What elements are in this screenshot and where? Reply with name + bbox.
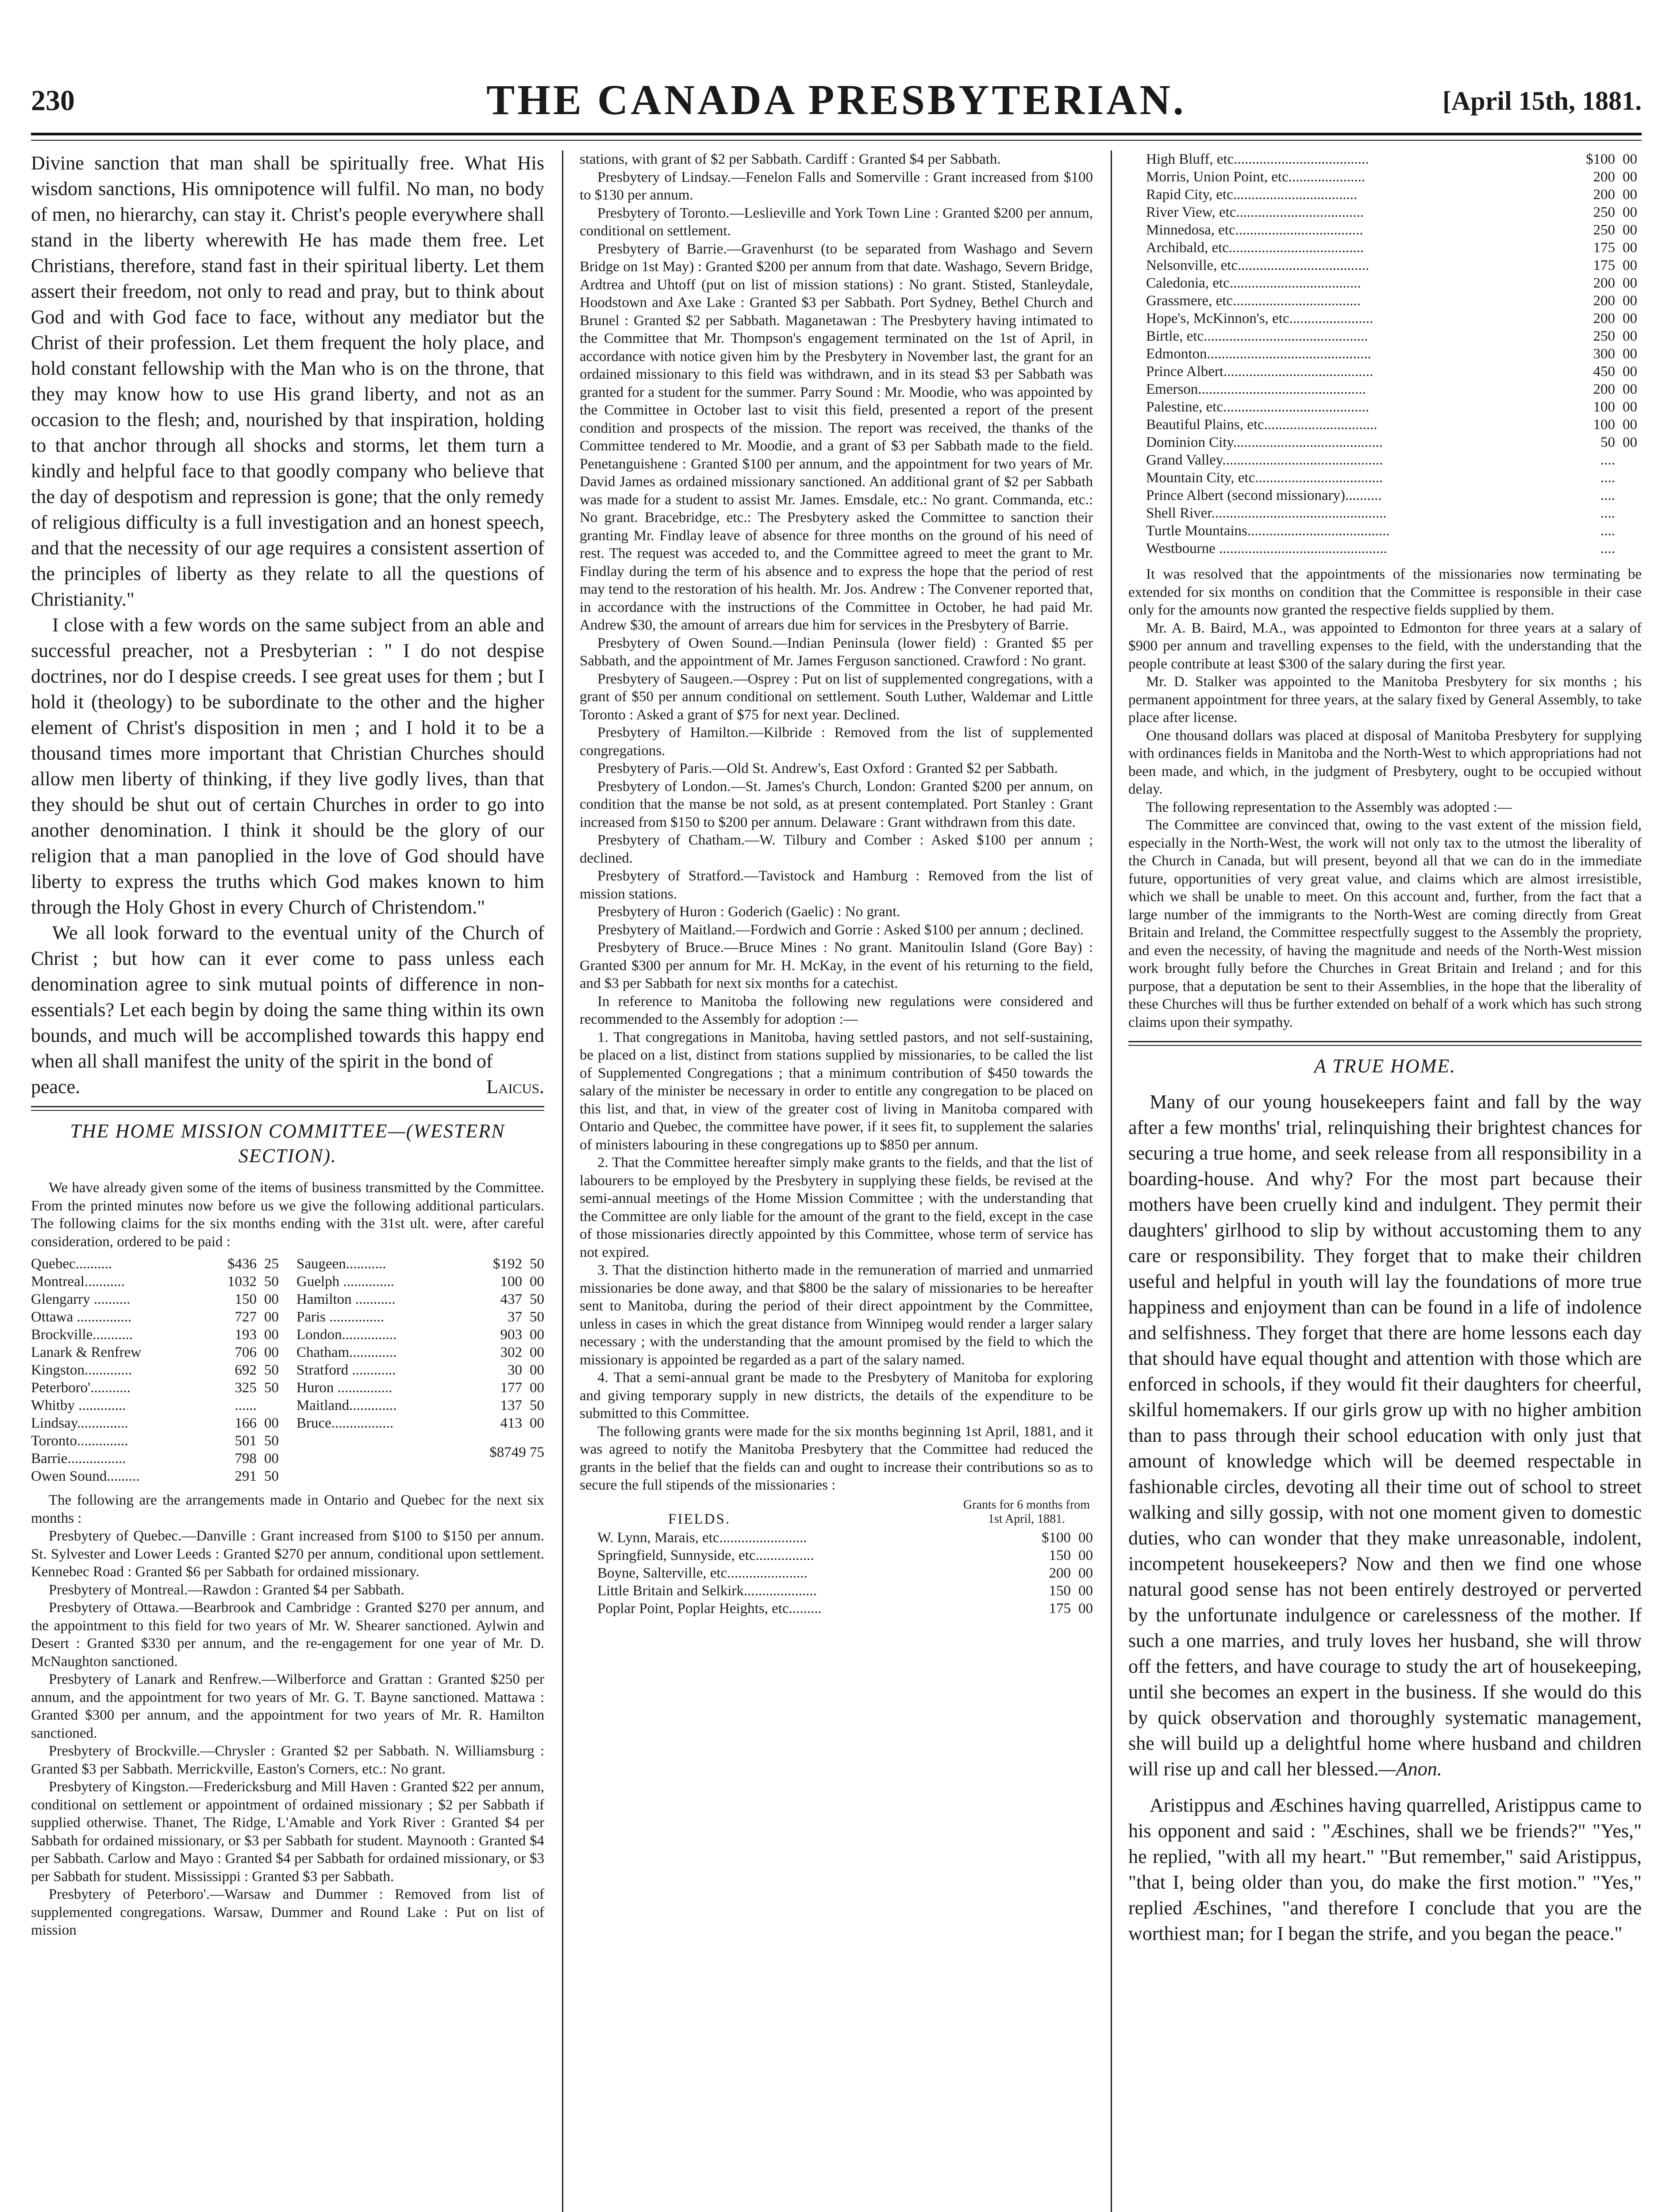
row-name: London............... bbox=[296, 1327, 397, 1343]
row-name: Saugeen........... bbox=[296, 1256, 386, 1272]
grant-row bbox=[1128, 380, 1642, 398]
column-2 bbox=[580, 150, 1093, 2212]
row-cents: 00 bbox=[1623, 293, 1637, 309]
claims-list-left bbox=[31, 1255, 279, 1485]
row-name: Ottawa ............... bbox=[31, 1309, 132, 1325]
row-amount: $192 bbox=[493, 1256, 522, 1272]
grant-row bbox=[1128, 239, 1642, 257]
row-amount: 450 bbox=[1593, 364, 1615, 380]
row-cents: 00 bbox=[1078, 1565, 1093, 1581]
row-amount: 692 bbox=[235, 1362, 257, 1378]
grant-row bbox=[31, 1397, 279, 1414]
row-cents: 50 bbox=[530, 1291, 544, 1307]
row-amount: 100 bbox=[1593, 399, 1615, 415]
grant-row bbox=[1128, 168, 1642, 186]
grant-row bbox=[296, 1414, 544, 1432]
row-cents: 00 bbox=[264, 1344, 279, 1360]
paragraph: Presbytery of Toronto.—Leslieville and York Town Line : Granted $200 per annum, conditional on settlement. bbox=[580, 205, 1093, 239]
row-cents: 00 bbox=[1078, 1529, 1093, 1546]
row-cents: 00 bbox=[530, 1415, 544, 1431]
column-3 bbox=[1128, 150, 1642, 2212]
row-cents bbox=[1615, 469, 1637, 487]
masthead-rule bbox=[31, 133, 1642, 135]
grants-list bbox=[580, 1529, 1093, 1617]
grant-row bbox=[1128, 292, 1642, 310]
row-name: Kingston............. bbox=[31, 1362, 132, 1378]
row-cents: 25 bbox=[264, 1256, 279, 1272]
grant-row bbox=[31, 1273, 279, 1290]
row-name: Maitland............. bbox=[296, 1398, 397, 1413]
grant-row bbox=[296, 1379, 544, 1397]
grant-row bbox=[1128, 345, 1642, 363]
row-name: Hope's, McKinnon's, etc....................... bbox=[1146, 311, 1373, 326]
grant-row bbox=[296, 1255, 544, 1273]
grant-row bbox=[1128, 274, 1642, 292]
row-amount: 727 bbox=[235, 1309, 257, 1325]
paragraph: Presbytery of Hamilton.—Kilbride : Removed from the list of supplemented congregations. bbox=[580, 725, 1093, 759]
row-amount: 250 bbox=[1593, 204, 1615, 220]
grant-row bbox=[31, 1467, 279, 1485]
paragraph: Presbytery of Barrie.—Gravenhurst (to be separated from Washago and Severn Bridge on 1st May) : Granted $200 per annum from that date. Washago, Severn Bridge, Ardtrea and Uhtoff (put on list of mission stations) : No grant. Stisted, Stanleydale, Hoodstown and Axe Lake : Granted $3 per Sabbath. Port Sydney, Bethel Church and Brunel : Granted $2 per Sabbath. Maganetawan : The Presbytery having intimated to the Committee that Mr. Thompson's engagement terminated on the 1st of April, in accordance with notice given him by the Presbytery in November last, the grant for an ordained missionary to this field was withdrawn, and in its stead $3 per Sabbath was granted for a student for the summer. Parry Sound : Mr. Moodie, who was appointed by the Committee in October last to visit this field, presented a report of the present condition and prospects of the mission. The report was received, the thanks of the Committee tendered to Mr. Moodie, and a grant of $3 per Sabbath made to the field. Penetanguishene : Granted $100 per annum, and the appointment for two years of Mr. David James as ordained missionary sanctioned. An additional grant of $2 per Sabbath was made for a student to assist Mr. James. Emsdale, etc.: No grant. Commanda, etc.: No grant. Bracebridge, etc.: The Presbytery asked the Committee to sanction their granting Mr. Findlay leave of absence for three months on the ground of his need of rest. The request was acceded to, and the Committee agreed to meet the grant to Mr. Findlay during the term of his absence and to express the hope that the period of rest may tend to the restoration of his health. Mr. Jos. Andrew : The Convener reported that, in accordance with the instructions of the Committee in October, he had paid Mr. Andrew $30, the amount of arrears due him for services in the Presbytery of Barrie. bbox=[580, 241, 1093, 633]
row-name: Huron ............... bbox=[296, 1380, 392, 1396]
grant-row bbox=[296, 1344, 544, 1361]
paragraph: Presbytery of Bruce.—Bruce Mines : No grant. Manitoulin Island (Gore Bay) : Granted $300 per annum for Mr. H. McKay, in the event of his returning to the field, and $3 per Sabbath for next six months for a catechist. bbox=[580, 940, 1093, 991]
grant-row bbox=[31, 1379, 279, 1397]
article-paragraph: Divine sanction that man shall be spiritually free. What His wisdom sanctions, His omnipotence will fulfil. No man, no body of men, no hierarchy, can stay it. Christ's people everywhere shall stand in the liberty wherewith He has made them free. Let Christians, therefore, stand fast in their spiritual liberty. Let them assert their freedom, not only to read and pray, but to think about God and with God face to face, without any mediator but the Christ of their profession. Let them frequent the holy place, and hold constant fellowship with the Man who is on the throne, that they may know how to use His grand liberty, and not as an occasion to the flesh; and, nourished by that inspiration, holding to that anchor through all shocks and storms, let them turn a kindly and helpful face to that goodly company who believe that the day of despotism and repression is gone; that the only remedy of religious difficulty is a full investigation and an honest speech, and that the necessity of our age requires a consistent assertion of the principles of liberty as they relate to all the questions of Christianity." bbox=[31, 152, 544, 610]
paragraph: Presbytery of Montreal.—Rawdon : Granted $4 per Sabbath. bbox=[49, 1582, 404, 1598]
claims-table bbox=[31, 1255, 544, 1485]
fields-label: FIELDS. bbox=[668, 1511, 731, 1527]
grant-row bbox=[296, 1290, 544, 1308]
row-cents: 00 bbox=[1623, 417, 1637, 433]
row-amount: 37 bbox=[508, 1309, 522, 1325]
row-cents: 50 bbox=[530, 1256, 544, 1272]
row-cents: 50 bbox=[264, 1362, 279, 1378]
row-cents bbox=[1615, 504, 1637, 522]
row-name: Lindsay.............. bbox=[31, 1415, 128, 1431]
row-cents: 00 bbox=[530, 1380, 544, 1396]
row-name: Poplar Point, Poplar Heights, etc......... bbox=[597, 1600, 822, 1617]
row-amount: ...... bbox=[235, 1398, 257, 1413]
row-amount: 291 bbox=[235, 1468, 257, 1484]
row-amount: 501 bbox=[235, 1433, 257, 1449]
paragraph: Presbytery of Saugeen.—Osprey : Put on list of supplemented congregations, with a grant of $50 per annum conditional on settlement. South Luther, Waldemar and Little Toronto : Asked a grant of $75 for next year. Declined. bbox=[580, 671, 1093, 723]
row-amount: 200 bbox=[1049, 1565, 1071, 1581]
paragraph: The following grants were made for the six months beginning 1st April, 1881, and it was agreed to notify the Manitoba Presbytery that the Committee had reduced the grants in the belief that the fields can and ought to increase their contributions so as to secure the full stipends of the missionaries : bbox=[580, 1423, 1093, 1493]
paragraph: Presbytery of Ottawa.—Bearbrook and Cambridge : Granted $270 per annum, and the appointment to this field for two years of Mr. W. Shearer sanctioned. Aylwin and Desert : Granted $330 per annum, and the re-engagement for one year of Mr. D. McNaughton sanctioned. bbox=[31, 1600, 544, 1670]
row-cents: 00 bbox=[1623, 275, 1637, 291]
row-name: Springfield, Sunnyside, etc................ bbox=[597, 1547, 814, 1563]
paragraph: Presbytery of Maitland.—Fordwich and Gorrie : Asked $100 per annum ; declined. bbox=[597, 922, 1084, 938]
row-cents: 00 bbox=[1623, 240, 1637, 256]
row-name: Birtle, etc............................................. bbox=[1146, 328, 1368, 344]
column-divider bbox=[562, 150, 563, 2212]
row-amount: .... bbox=[1600, 523, 1615, 539]
row-amount: 300 bbox=[1593, 346, 1615, 362]
section-title: THE HOME MISSION COMMITTEE—(WESTERN SECTION). bbox=[70, 1120, 505, 1167]
grant-row bbox=[1128, 487, 1642, 504]
presbytery-list bbox=[31, 1527, 544, 1939]
row-amount: 175 bbox=[1049, 1600, 1071, 1617]
row-name: Grand Valley............................................ bbox=[1146, 452, 1383, 468]
row-amount: $100 bbox=[1586, 151, 1615, 167]
grant-row bbox=[31, 1308, 279, 1326]
row-name: Palestine, etc........................................ bbox=[1146, 399, 1370, 415]
row-name: Hamilton ........... bbox=[296, 1291, 396, 1307]
grant-row bbox=[1128, 451, 1642, 469]
row-name: W. Lynn, Marais, etc........................ bbox=[597, 1529, 807, 1546]
page-number: 230 bbox=[31, 84, 75, 117]
row-cents: 00 bbox=[1623, 257, 1637, 273]
true-home-signature: —Anon. bbox=[1378, 1758, 1442, 1780]
grant-row bbox=[31, 1255, 279, 1273]
grants-period-label: Grants for 6 months from 1st April, 1881. bbox=[963, 1498, 1090, 1526]
row-cents: 00 bbox=[1623, 187, 1637, 203]
true-home-body: Many of our young housekeepers faint and fall by the way after a few months' trial, relinquishing their brightest chances for securing a true home, and seek release from all responsibility in a boarding-house. And why? For the most part because their mothers have been cruelly kind and indulgent. They permit their daughters' girlhood to slip by without accustoming them to any care or responsibility. They forget that to make their children useful and helpful in youth will lay the foundations of more true happiness and enjoyment than can be found in a life of indolence and selfishness. They forget that there are home lessons each day that should have equal thought and attention with those which are enforced in schools, if they would fit their daughters for cheerful, skilful homemakers. If our girls grow up with no higher ambition than to pass through their school education with only just that amount of knowledge which will be deemed respectable in fashionable circles, devoting all their time out of school to street walking and silly gossip, with not one moment given to domestic duties, who can wonder that they make unreasonable, indolent, incompetent housekeepers? Now and then we find one whose natural good sense has not been entirely destroyed or perverted by the unfortunate indulgence or carelessness of the mother. If such a one marries, and truly loves her husband, she will throw off the fetters, and have courage to study the art of housekeeping, until she becomes an expert in the business. If she would do this by quick observation and thoroughly systematic management, she will build up a delightful home where husband and children will rise up and call her blessed. bbox=[1128, 1091, 1642, 1780]
grants-header bbox=[580, 1498, 1093, 1526]
grant-row bbox=[580, 1564, 1093, 1582]
row-amount: 200 bbox=[1593, 187, 1615, 203]
grant-row bbox=[296, 1308, 544, 1326]
row-cents bbox=[1615, 522, 1637, 540]
row-amount: .... bbox=[1600, 470, 1615, 486]
paragraph: Presbytery of Chatham.—W. Tilbury and Comber : Asked $100 per annum ; declined. bbox=[580, 832, 1093, 866]
paragraph: Presbytery of Paris.—Old St. Andrew's, East Oxford : Granted $2 per Sabbath. bbox=[597, 760, 1058, 776]
row-name: Shell River................................................ bbox=[1146, 505, 1387, 521]
row-cents: 50 bbox=[530, 1309, 544, 1325]
last-word: peace. bbox=[31, 1076, 81, 1098]
row-amount: .... bbox=[1600, 505, 1615, 521]
row-amount: 903 bbox=[500, 1327, 522, 1343]
row-amount: 250 bbox=[1593, 328, 1615, 344]
section-rule-thin bbox=[31, 1110, 544, 1111]
paragraph: In reference to Manitoba the following new regulations were considered and recommended to the Assembly for adoption :— bbox=[580, 993, 1093, 1027]
row-name: Paris ............... bbox=[296, 1309, 384, 1325]
section-rule-thin bbox=[1128, 1045, 1642, 1046]
row-name: Whitby ............. bbox=[31, 1398, 126, 1413]
row-name: Quebec.......... bbox=[31, 1256, 112, 1272]
paragraph: Mr. A. B. Baird, M.A., was appointed to Edmonton for three years at a salary of $900 per annum and travelling expenses to the field, with the understanding that the people contribute at least $300 of the salary during the first year. bbox=[1128, 620, 1642, 672]
grant-row bbox=[1128, 504, 1642, 522]
row-name: Prince Albert......................................... bbox=[1146, 364, 1373, 380]
row-amount: .... bbox=[1600, 488, 1615, 503]
row-name: Glengarry .......... bbox=[31, 1291, 131, 1307]
row-amount: 175 bbox=[1593, 257, 1615, 273]
author-signature: Laicus. bbox=[486, 1076, 544, 1098]
row-cents: 50 bbox=[264, 1433, 279, 1449]
row-amount: 325 bbox=[235, 1380, 257, 1396]
row-name: Peterboro'........... bbox=[31, 1380, 131, 1396]
row-name: Nelsonville, etc.................................... bbox=[1146, 257, 1370, 273]
row-amount: 193 bbox=[235, 1327, 257, 1343]
paragraph: The following representation to the Assembly was adopted :— bbox=[1146, 799, 1512, 815]
row-amount: 200 bbox=[1593, 169, 1615, 185]
paragraph: Presbytery of Lindsay.—Fenelon Falls and Somerville : Grant increased from $100 to $130 per annum. bbox=[580, 169, 1093, 203]
row-cents: 00 bbox=[1623, 364, 1637, 380]
row-name: Toronto.............. bbox=[31, 1433, 128, 1449]
column-3-paragraphs bbox=[1128, 565, 1642, 1031]
paragraph: 2. That the Committee hereafter simply make grants to the fields, and that the list of labourers to be employed by the Presbytery in supplying these fields, be revised at the semi-annual meetings of the Home Mission Committee ; with the understanding that the Committee are only liable for the amount of the grant to the field, except in the case of those missionaries directly appointed by this Committee, whose term of service has not expired. bbox=[580, 1155, 1093, 1260]
row-cents: 50 bbox=[264, 1468, 279, 1484]
paragraph: Presbytery of Peterboro'.—Warsaw and Dummer : Removed from list of supplemented congregations. Warsaw, Dummer and Round Lake : Put on list of mission bbox=[31, 1886, 544, 1938]
section-intro: We have already given some of the items of business transmitted by the Committee. From the printed minutes now before us we give the following additional particulars. The following claims for the six months ending with the 31st ult. were, after careful consideration, ordered to be paid : bbox=[31, 1180, 544, 1250]
aristippus-anecdote: Aristippus and Æschines having quarrelled, Aristippus came to his opponent and said : "Æschines, shall we be friends?" "Yes," he replied, "with all my heart." "But remember," said Aristippus, "that I, being older than you, do make the first motion." "Yes," replied Æschines, "and therefore I conclude that you are the worthiest man; for I began the strife, and you began the peace." bbox=[1128, 1794, 1642, 1944]
row-amount: 30 bbox=[508, 1362, 522, 1378]
grant-row bbox=[31, 1450, 279, 1467]
row-cents bbox=[257, 1397, 279, 1414]
row-cents: 00 bbox=[1623, 346, 1637, 362]
grant-row bbox=[1128, 363, 1642, 380]
true-home-title: A TRUE HOME. bbox=[1314, 1055, 1456, 1077]
paragraph: Presbytery of Stratford.—Tavistock and Hamburg : Removed from the list of mission stations. bbox=[580, 868, 1093, 902]
claims-list-right bbox=[296, 1255, 544, 1485]
grant-row bbox=[1128, 310, 1642, 327]
article-paragraph: I close with a few words on the same subject from an able and successful preacher, not a Presbyterian : " I do not despise doctrines, nor do I despise creeds. I see great uses for them ; but I hold it (theology) to be subordinate to the other and the higher element of Christ's disposition in men ; and I hold it to be a thousand times more important that Christian Churches should allow men liberty of thinking, if they live godly lives, than that they should be shut out of certain Churches in order to go into another denomination. I think it should be the glory of our religion that a man panoplied in the love of God should have liberty to express the truths which God makes known to him through the Holy Ghost in every Church of Christendom." bbox=[31, 614, 544, 918]
grant-row bbox=[1128, 416, 1642, 434]
row-cents: 00 bbox=[530, 1327, 544, 1343]
row-cents: 00 bbox=[1623, 204, 1637, 220]
row-cents: 00 bbox=[530, 1274, 544, 1290]
fields-grant-list bbox=[1128, 150, 1642, 557]
column-2-paragraphs bbox=[580, 150, 1093, 1494]
article-paragraph: We all look forward to the eventual unity of the Church of Christ ; but how can it ever come to pass unless each denomination agree to sink mutual points of difference in non-essentials? Let each begin by doing the same thing within its own bounds, and much will be accomplished towards this happy end when all shall manifest the unity of the spirit in the bond of bbox=[31, 922, 544, 1072]
row-cents bbox=[1615, 451, 1637, 469]
grant-row bbox=[31, 1344, 279, 1361]
row-amount: 706 bbox=[235, 1344, 257, 1360]
row-cents: 00 bbox=[1623, 434, 1637, 450]
row-cents: 00 bbox=[264, 1327, 279, 1343]
row-amount: 200 bbox=[1593, 275, 1615, 291]
row-amount: 302 bbox=[500, 1344, 522, 1360]
row-name: River View, etc................................... bbox=[1146, 204, 1364, 220]
row-name: Owen Sound......... bbox=[31, 1468, 140, 1484]
grant-row bbox=[31, 1326, 279, 1344]
newspaper-title: THE CANADA PRESBYTERIAN. bbox=[486, 76, 1186, 123]
row-name: Grassmere, etc................................... bbox=[1146, 293, 1361, 309]
row-amount: 250 bbox=[1593, 222, 1615, 238]
grant-row bbox=[580, 1547, 1093, 1564]
grant-row bbox=[1128, 186, 1642, 204]
paragraph: Presbytery of Brockville.—Chrysler : Granted $2 per Sabbath. N. Williamsburg : Granted $3 per Sabbath. Merrickville, Easton's Corners, etc.: No grant. bbox=[31, 1743, 544, 1777]
row-amount: 150 bbox=[1049, 1582, 1071, 1599]
row-amount: 200 bbox=[1593, 311, 1615, 326]
row-amount: 1032 bbox=[227, 1274, 257, 1290]
row-name: Mountain City, etc................................... bbox=[1146, 470, 1383, 486]
row-name: Bruce................. bbox=[296, 1415, 394, 1431]
row-amount: 200 bbox=[1593, 381, 1615, 397]
row-name: Lanark & Renfrew bbox=[31, 1344, 142, 1360]
row-name: Morris, Union Point, etc..................... bbox=[1146, 169, 1365, 185]
section-rule bbox=[31, 1106, 544, 1107]
claims-total: $8749 75 bbox=[489, 1444, 544, 1460]
row-cents: 00 bbox=[1078, 1582, 1093, 1599]
paragraph: The Committee are convinced that, owing to the vast extent of the mission field, especially in the North-West, the work will not only tax to the utmost the liberality of the Church in Canada, but will present, beyond all that we can do in the immediate future, opportunities of very great value, and claims which are almost irresistible, which we shall be unable to meet. On this account and, further, from the fact that a large number of the immigrants to the North-West are coming directly from Great Britain and Ireland, the Committee respectfully suggest to the Assembly the propriety, and even the necessity, of having the magnitude and needs of the North-West mission work brought fully before the Churches in Great Britain and Ireland ; and for this purpose, that a deputation be sent to their Assemblies, in the hope that the liberality of these Churches will thus be further extended on behalf of a work which has such strong claims upon their sympathy. bbox=[1128, 817, 1642, 1030]
paragraph: Presbytery of Lanark and Renfrew.—Wilberforce and Grattan : Granted $250 per annum, and the appointment for two years of Mr. G. T. Bayne sanctioned. Mattawa : Granted $300 per annum, and the appointment for two years of Mr. R. Hamilton sanctioned. bbox=[31, 1671, 544, 1741]
paragraph: It was resolved that the appointments of the missionaries now terminating be extended for six months on condition that the Committee is responsible in their case only for the amounts now granted the respective fields supplied by them. bbox=[1128, 566, 1642, 618]
grant-row bbox=[31, 1432, 279, 1450]
grant-row bbox=[296, 1361, 544, 1379]
row-amount: 798 bbox=[235, 1451, 257, 1467]
row-name: Prince Albert (second missionary).......... bbox=[1146, 488, 1382, 503]
grant-row bbox=[1128, 469, 1642, 487]
row-cents: 00 bbox=[1623, 151, 1637, 167]
paragraph: 1. That congregations in Manitoba, having settled pastors, and not self-sustaining, be placed on a list, distinct from stations supplied by missionaries, to be called the list of Supplemented Congregations ; that a minimum contribution of $450 towards the salary of the minister be necessary in order to entitle any congregation to be placed on this list, and that, in view of the greater cost of living in Manitoba compared with Ontario and Quebec, the committee have power, if it sees fit, to supplement the salaries of ministers labouring in these congregations up to $850 per annum. bbox=[580, 1029, 1093, 1153]
grant-row bbox=[1128, 398, 1642, 416]
row-name: Edmonton............................................. bbox=[1146, 346, 1371, 362]
grant-row bbox=[31, 1414, 279, 1432]
row-cents bbox=[1615, 540, 1637, 557]
row-name: Dominion City......................................... bbox=[1146, 434, 1383, 450]
grant-row bbox=[580, 1582, 1093, 1600]
paragraph: Presbytery of Kingston.—Fredericksburg and Mill Haven : Granted $22 per annum, conditional on settlement or appointment of ordained missionary ; $2 per Sabbath if supplied otherwise. Thanet, The Ridge, L'Amable and York River : Granted $4 per Sabbath for ordained missionary, or $3 per Sabbath for student. Maynooth : Granted $4 per Sabbath. Carlow and Mayo : Granted $4 per Sabbath for ordained missionary, or $3 per Sabbath for student. Mississippi : Granted $3 per Sabbath. bbox=[31, 1779, 544, 1885]
row-amount: 177 bbox=[500, 1380, 522, 1396]
row-name: High Bluff, etc..................................... bbox=[1146, 151, 1369, 167]
masthead-rule-thin bbox=[31, 140, 1642, 141]
grant-row bbox=[1128, 434, 1642, 451]
row-cents: 00 bbox=[264, 1291, 279, 1307]
row-name: Caledonia, etc.................................... bbox=[1146, 275, 1361, 291]
paragraph: Presbytery of London.—St. James's Church, London: Granted $200 per annum, on condition that the manse be not sold, as at present contemplated. Port Stanley : Grant increased from $150 to $200 per annum. Delaware : Grant withdrawn from this date. bbox=[580, 778, 1093, 830]
row-name: Barrie................ bbox=[31, 1451, 126, 1467]
grant-row bbox=[1128, 257, 1642, 274]
row-cents: 00 bbox=[1623, 169, 1637, 185]
row-amount: $436 bbox=[227, 1256, 257, 1272]
grant-row bbox=[1128, 204, 1642, 221]
paragraph: stations, with grant of $2 per Sabbath. Cardiff : Granted $4 per Sabbath. bbox=[580, 151, 1001, 167]
row-amount: 437 bbox=[500, 1291, 522, 1307]
row-cents: 00 bbox=[1078, 1547, 1093, 1563]
row-name: Westbourne .............................................. bbox=[1146, 541, 1387, 557]
column-1 bbox=[31, 150, 544, 2212]
section-rule bbox=[1128, 1041, 1642, 1042]
row-cents: 00 bbox=[1623, 328, 1637, 344]
row-name: Turtle Mountains....................................... bbox=[1146, 523, 1390, 539]
grant-row bbox=[296, 1326, 544, 1344]
row-name: Emerson.............................................. bbox=[1146, 381, 1366, 397]
grant-row bbox=[1128, 327, 1642, 345]
grant-row bbox=[580, 1600, 1093, 1617]
row-name: Rapid City, etc.................................. bbox=[1146, 187, 1358, 203]
row-name: Boyne, Salterville, etc...................... bbox=[597, 1565, 808, 1581]
grant-row bbox=[1128, 540, 1642, 557]
issue-date: [April 15th, 1881. bbox=[1443, 86, 1642, 115]
row-name: Guelph .............. bbox=[296, 1274, 394, 1290]
paragraph: Presbytery of Quebec.—Danville : Grant increased from $100 to $150 per annum. St. Sylvester and Lower Leeds : Granted $270 per annum, conditional upon settlement. Kennebec Road : Granted $6 per Sabbath for ordained missionary. bbox=[31, 1528, 544, 1580]
row-name: Brockville........... bbox=[31, 1327, 133, 1343]
row-amount: 137 bbox=[500, 1398, 522, 1413]
column-divider bbox=[1111, 150, 1112, 2212]
row-name: Beautiful Plains, etc............................... bbox=[1146, 417, 1377, 433]
row-cents: 00 bbox=[264, 1309, 279, 1325]
row-amount: 100 bbox=[1593, 417, 1615, 433]
paragraph: 4. That a semi-annual grant be made to the Presbytery of Manitoba for exploring and giving temporary supply in new districts, the details of the expenditure to be submitted to this Committee. bbox=[580, 1370, 1093, 1421]
row-cents: 00 bbox=[530, 1344, 544, 1360]
row-cents: 50 bbox=[264, 1274, 279, 1290]
row-name: Archibald, etc..................................... bbox=[1146, 240, 1364, 256]
arrangements-intro: The following are the arrangements made in Ontario and Quebec for the next six months : bbox=[31, 1492, 544, 1526]
masthead bbox=[31, 66, 1642, 137]
grant-row bbox=[1128, 522, 1642, 540]
paragraph: 3. That the distinction hitherto made in the remuneration of married and unmarried missionaries be done away, and that $800 be the salary of missionaries to be hereafter sent to Manitoba, during the period of their direct appointment by the Committee, unless in cases in which the great distance from Winnipeg would render a larger salary necessary ; with the understanding that the amount promised by the field to which the missionary is appointed be regarded as a part of the salary named. bbox=[580, 1262, 1093, 1368]
grant-row bbox=[31, 1290, 279, 1308]
paragraph: Presbytery of Huron : Goderich (Gaelic) : No grant. bbox=[597, 904, 900, 920]
row-cents: 50 bbox=[530, 1398, 544, 1413]
article-signoff bbox=[31, 1074, 544, 1100]
row-amount: 150 bbox=[1049, 1547, 1071, 1563]
true-home-text bbox=[1128, 1089, 1642, 1782]
row-name: Stratford ............ bbox=[296, 1362, 396, 1378]
newspaper-page bbox=[31, 0, 1642, 2212]
row-cents: 00 bbox=[1623, 311, 1637, 326]
row-cents bbox=[1615, 487, 1637, 504]
row-cents: 00 bbox=[1623, 222, 1637, 238]
row-amount: 100 bbox=[500, 1274, 522, 1290]
row-name: Minnedosa, etc................................... bbox=[1146, 222, 1363, 238]
row-name: Montreal........... bbox=[31, 1274, 125, 1290]
row-cents: 00 bbox=[1078, 1600, 1093, 1617]
row-cents: 50 bbox=[264, 1380, 279, 1396]
row-cents: 00 bbox=[1623, 399, 1637, 415]
row-amount: 175 bbox=[1593, 240, 1615, 256]
row-cents: 00 bbox=[264, 1415, 279, 1431]
grant-row bbox=[580, 1529, 1093, 1547]
row-amount: 413 bbox=[500, 1415, 522, 1431]
row-amount: 200 bbox=[1593, 293, 1615, 309]
row-name: Little Britain and Selkirk.................... bbox=[597, 1582, 817, 1599]
paragraph: One thousand dollars was placed at disposal of Manitoba Presbytery for supplying with ordinances fields in Manitoba and the North-West to which appropriations had not been made, and which, in the judgment of Presbytery, ought to be occupied without delay. bbox=[1128, 727, 1642, 797]
paragraph: Mr. D. Stalker was appointed to the Manitoba Presbytery for six months ; his permanent appointment for three years, at the salary fixed by General Assembly, to take place after license. bbox=[1128, 674, 1642, 726]
grant-row bbox=[1128, 221, 1642, 239]
row-cents: 00 bbox=[530, 1362, 544, 1378]
grant-row bbox=[1128, 150, 1642, 168]
row-amount: 166 bbox=[235, 1415, 257, 1431]
row-cents: 00 bbox=[1623, 381, 1637, 397]
row-amount: 50 bbox=[1600, 434, 1615, 450]
row-amount: .... bbox=[1600, 541, 1615, 557]
grant-row bbox=[296, 1397, 544, 1414]
grant-row bbox=[296, 1273, 544, 1290]
row-name: Chatham............. bbox=[296, 1344, 397, 1360]
row-amount: .... bbox=[1600, 452, 1615, 468]
row-amount: $100 bbox=[1042, 1529, 1071, 1546]
grant-row bbox=[31, 1361, 279, 1379]
row-amount: 150 bbox=[235, 1291, 257, 1307]
paragraph: Presbytery of Owen Sound.—Indian Peninsula (lower field) : Granted $5 per Sabbath, and the appointment of Mr. James Ferguson sanctioned. Crawford : No grant. bbox=[580, 635, 1093, 669]
row-cents: 00 bbox=[264, 1451, 279, 1467]
